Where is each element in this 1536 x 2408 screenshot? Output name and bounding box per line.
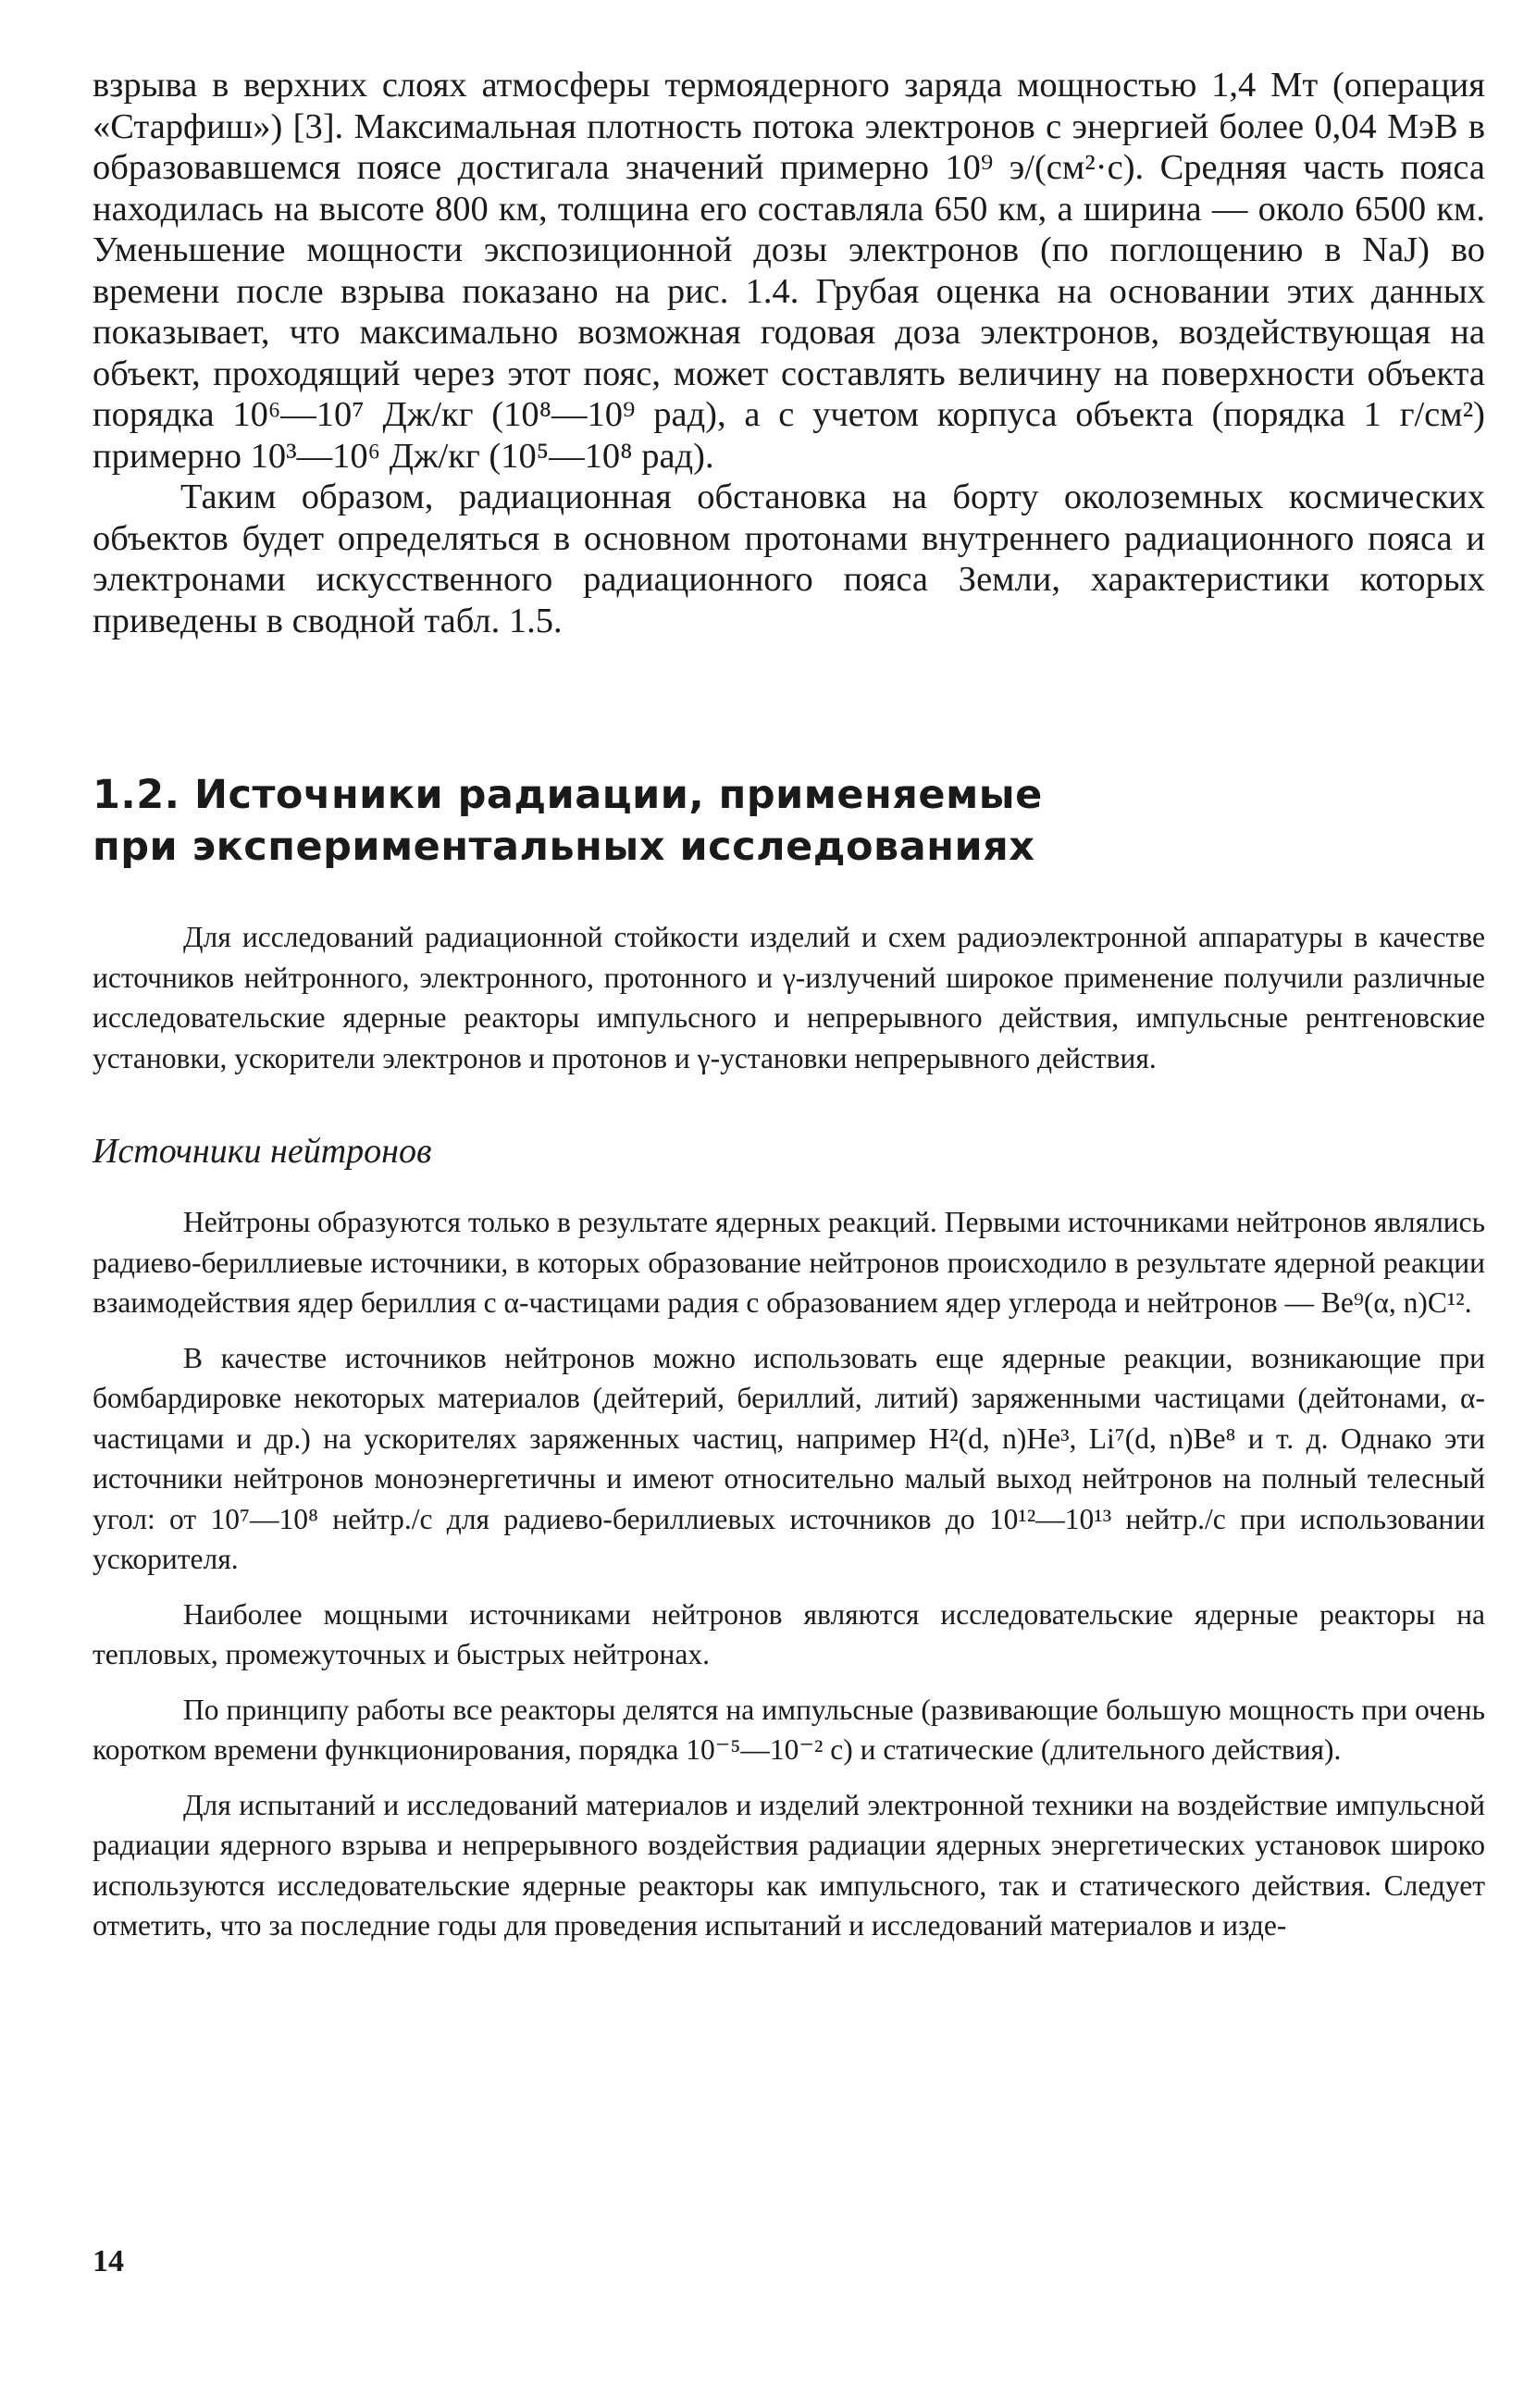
paragraph-reactor-testing: Для испытаний и исследований материалов и изделий электронной техники на воздействие импульсной радиации ядерного взрыва и непрерывного воздействия радиации ядерных энергетических установок широко используются исследовательские ядерные реакторы как импульсного, так и статического действия. Следует отметить, что за последние годы для проведения испытаний и исследований материалов и изде- bbox=[93, 1788, 1485, 1942]
paragraph-research-reactors: Наиболее мощными источниками нейтронов являются исследовательские ядерные реакторы на тепловых, промежуточных и быстрых нейтронах. bbox=[93, 1597, 1485, 1670]
subheading-neutron-sources: Источники нейтронов bbox=[93, 1132, 432, 1171]
paragraph-neutron-origin: Нейтроны образуются только в результате ядерных реакций. Первыми источниками нейтронов являлись радиево-бериллиевые источники, в которых образование нейтронов происходило в результате ядерной реакции взаимодействия ядер бериллия с α-частицами радия с образованием ядер углерода и нейтронов — Be⁹(α, n)C¹². bbox=[93, 1206, 1485, 1319]
paragraph-starfish-explosion: взрыва в верхних слоях атмосферы термоядерного заряда мощностью 1,4 Мт (операция «Старфиш») [3]. Максимальная плотность потока электронов с энергией более 0,04 МэВ в образовавшемся поясе достигала значений примерно 10⁹ э/(см²·с). Средняя часть пояса находилась на высоте 800 км, толщина его составляла 650 км, а ширина — около 6500 км. Уменьшение мощности экспозиционной дозы электронов (по поглощению в NaJ) во времени после взрыва показано на рис. 1.4. Грубая оценка на основании этих данных показывает, что максимально возможная годовая доза электронов, воздействующая на объект, проходящий через этот пояс, может составлять величину на поверхности объекта порядка 10⁶—10⁷ Дж/кг (10⁸—10⁹ рад), а с учетом корпуса объекта (порядка 1 г/см²) примерно 10³—10⁶ Дж/кг (10⁵—10⁸ рад). bbox=[93, 66, 1485, 476]
page-number: 14 bbox=[93, 2244, 124, 2278]
section-heading-line-1: 1.2. Источники радиации, применяемые bbox=[93, 772, 1043, 818]
paragraph-radiation-conclusion: Таким образом, радиационная обстановка на борту околоземных космических объектов будет определяться в основном протонами внутреннего радиационного пояса и электронами искусственного радиационного пояса Земли, характеристики которых приведены в сводной табл. 1.5. bbox=[93, 478, 1485, 640]
section-heading bbox=[93, 769, 1485, 873]
paragraph-reactor-types: По принципу работы все реакторы делятся на импульсные (развивающие большую мощность при очень коротком времени функционирования, порядка 10⁻⁵—10⁻² с) и статические (длительного действия). bbox=[93, 1693, 1485, 1766]
section-heading-line-2: при экспериментальных исследованиях bbox=[93, 824, 1035, 870]
paragraph-intro-radiation-sources: Для исследований радиационной стойкости изделий и схем радиоэлектронной аппаратуры в качестве источников нейтронного, электронного, протонного и γ-излучений широкое применение получили различные исследовательские ядерные реакторы импульсного и непрерывного действия, импульсные рентгеновские установки, ускорители электронов и протонов и γ-установки непрерывного действия. bbox=[93, 921, 1485, 1074]
paragraph-neutron-reactions: В качестве источников нейтронов можно использовать еще ядерные реакции, возникающие при бомбардировке некоторых материалов (дейтерий, бериллий, литий) заряженными частицами (дейтонами, α-частицами и др.) на ускорителях заряженных частиц, например H²(d, n)He³, Li⁷(d, n)Be⁸ и т. д. Однако эти источники нейтронов моноэнергетичны и имеют относительно малый выход нейтронов на полный телесный угол: от 10⁷—10⁸ нейтр./с для радиево-бериллиевых источников до 10¹²—10¹³ нейтр./с при использовании ускорителя. bbox=[93, 1341, 1485, 1575]
page-body bbox=[93, 65, 1485, 1946]
